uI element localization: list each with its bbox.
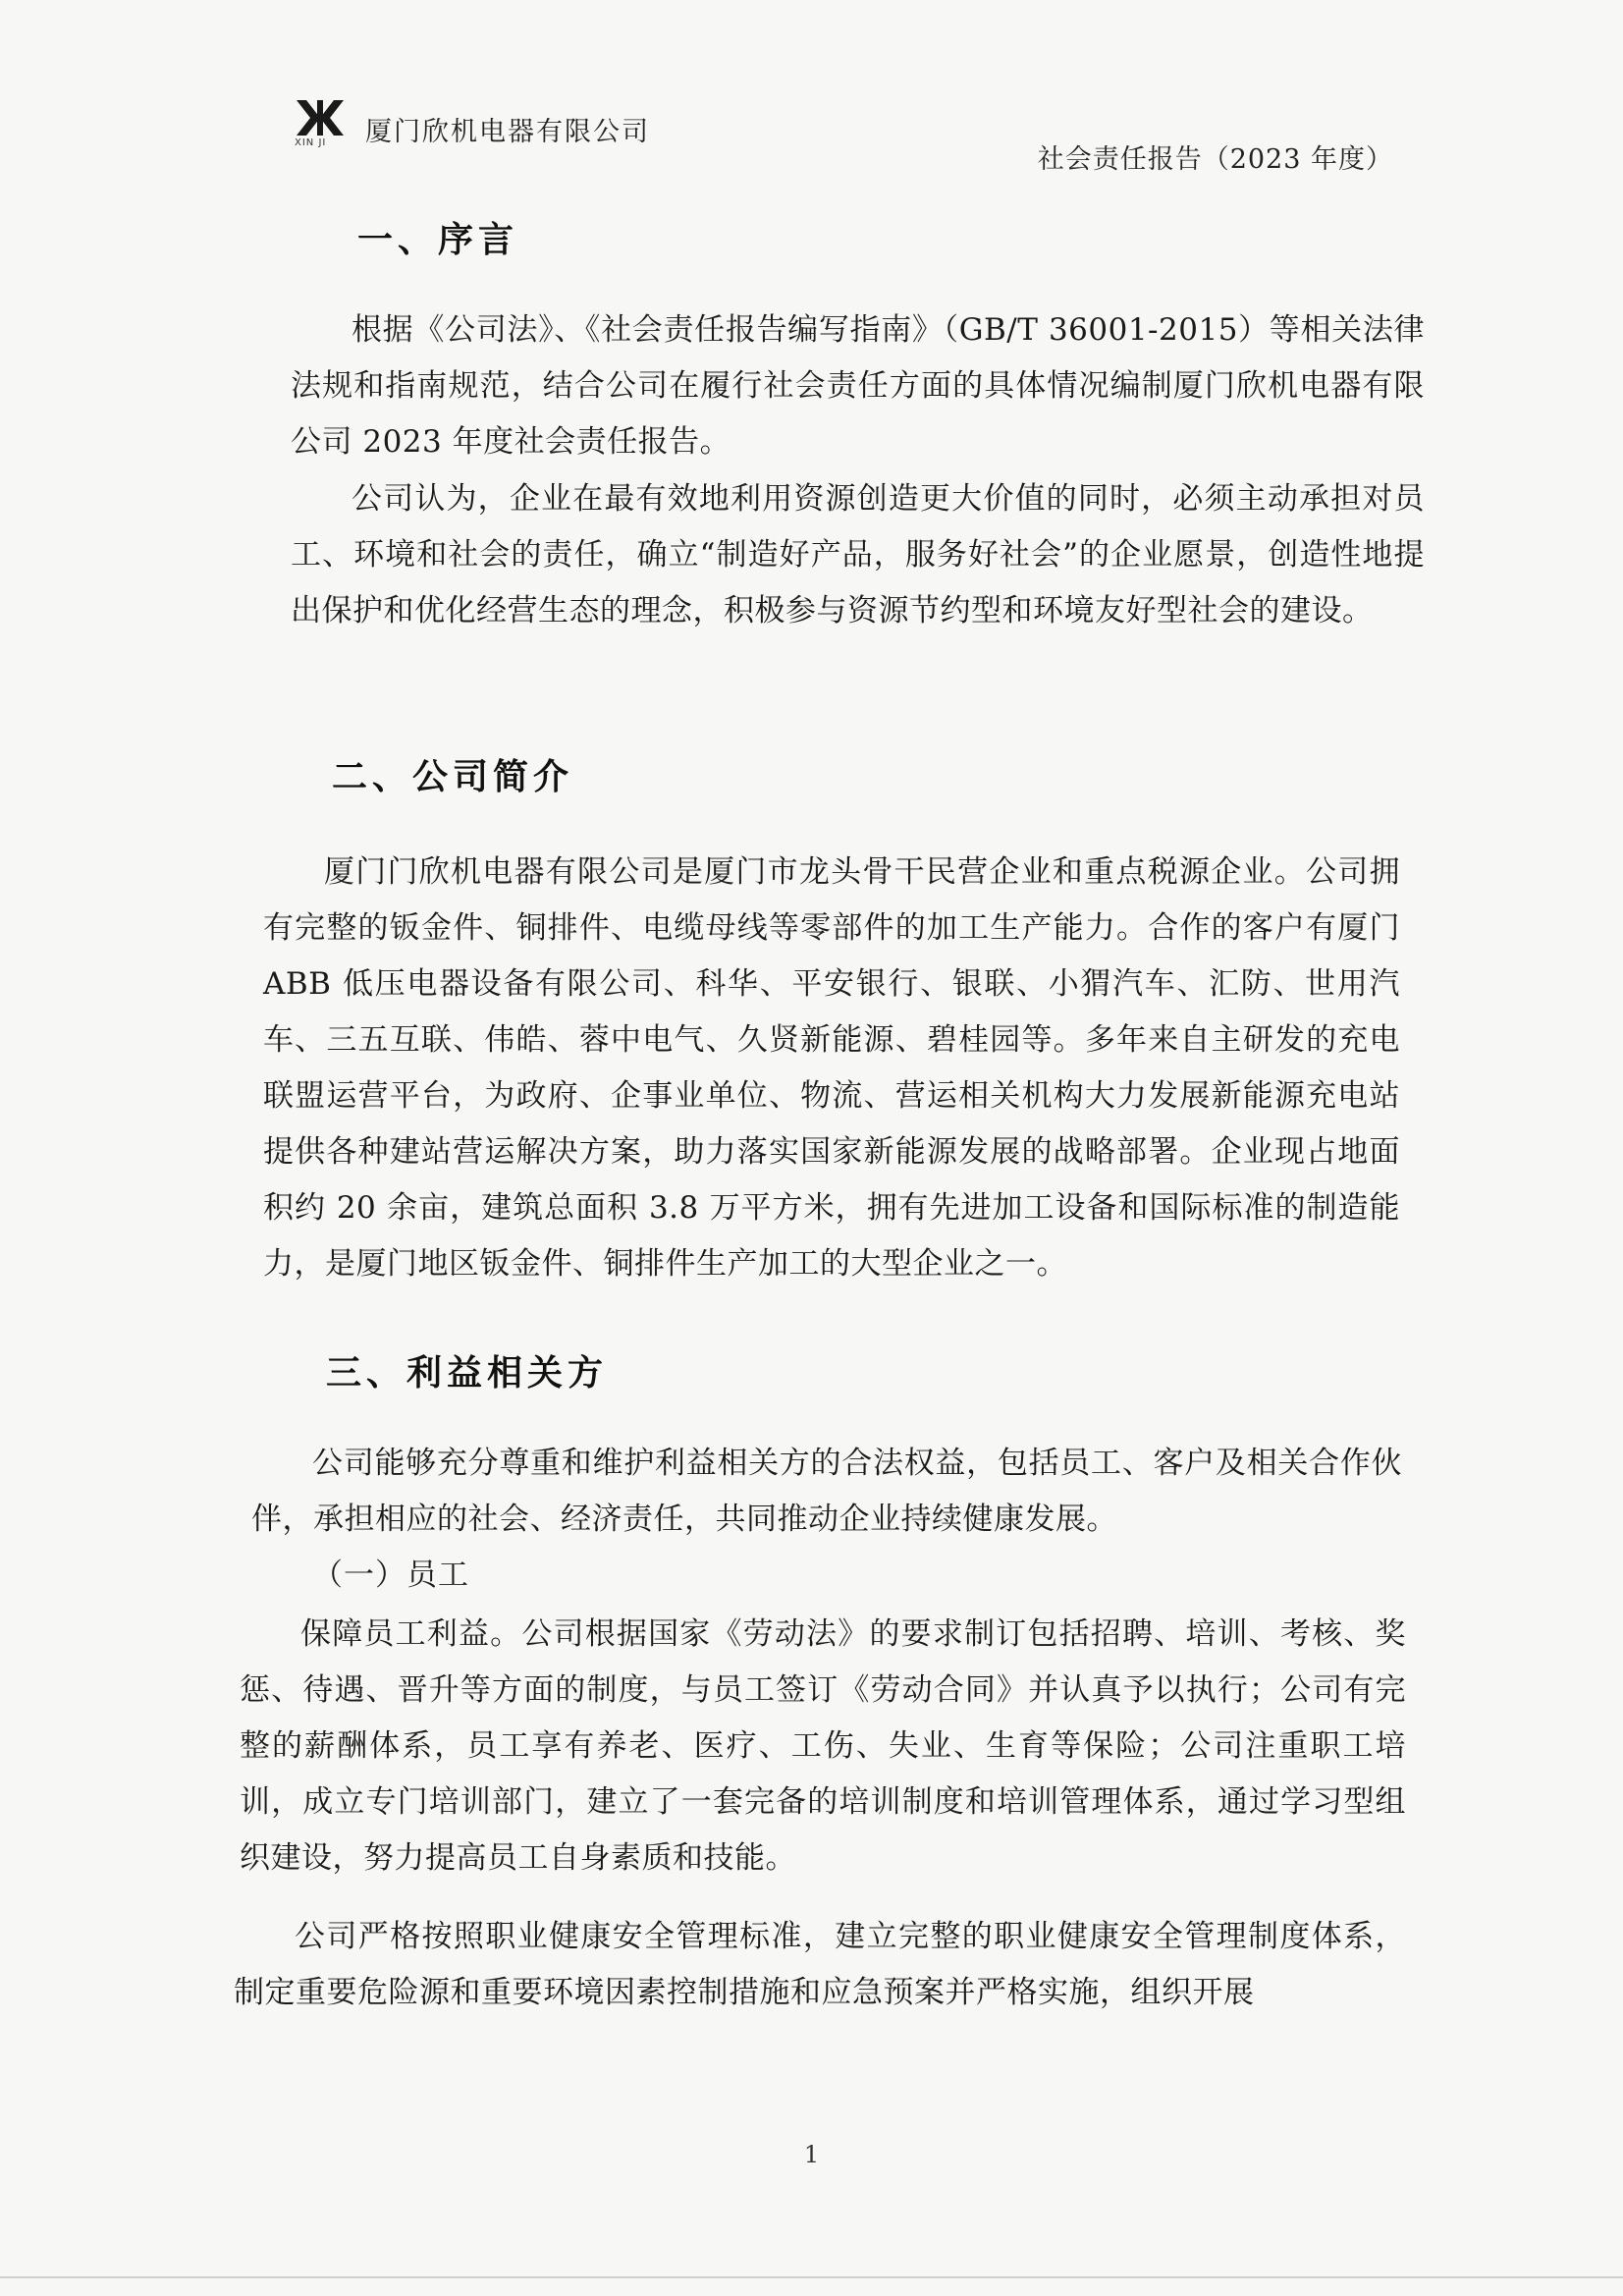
paragraph: 公司认为，企业在最有效地利用资源创造更大价值的同时，必须主动承担对员工、环境和社会的责任，确立“制造好产品，服务好社会”的企业愿景，创造性地提出保护和优化经营生态的理念，积极参与资源节约型和环境友好型社会的建设。: [291, 481, 1425, 629]
scan-edge: [0, 2276, 1623, 2278]
report-title: 社会责任报告（2023 年度）: [1037, 144, 1393, 175]
paragraph: 公司能够充分尊重和维护利益相关方的合法权益，包括员工、客户及相关合作伙伴，承担相应的社会、经济责任，共同推动企业持续健康发展。: [251, 1446, 1402, 1537]
page-number: 1: [803, 2141, 820, 2168]
section-heading-company-profile: 二、公司简介: [332, 757, 574, 797]
paragraph: 公司严格按照职业健康安全管理标准，建立完整的职业健康安全管理制度体系，制定重要危险源和重要环境因素控制措施和应急预案并严格实施，组织开展: [234, 1919, 1406, 2010]
paragraph: 根据《公司法》、《社会责任报告编写指南》（GB/T 36001-2015）等相关法律法规和指南规范，结合公司在履行社会责任方面的具体情况编制厦门欣机电器有限公司 2023 年度社会责任报告。: [291, 312, 1425, 460]
subsection-heading-employees: （一）员工: [312, 1558, 469, 1593]
paragraph: 厦门门欣机电器有限公司是厦门市龙头骨干民营企业和重点税源企业。公司拥有完整的钣金件、铜排件、电缆母线等零部件的加工生产能力。合作的客户有厦门 ABB 低压电器设备有限公司、科华、平安银行、银联、小猬汽车、汇防、世用汽车、三五互联、伟皓、蓉中电气、久贤新能源、碧桂园等。多年来自主研发的充电联盟运营平台，为政府、企事业单位、物流、营运相关机构大力发展新能源充电站提供各种建站营运解决方案，助力落实国家新能源发展的战略部署。企业现占地面积约 20 余亩，建筑总面积 3.8 万平方米，拥有先进加工设备和国际标准的制造能力，是厦门地区钣金件、铜排件生产加工的大型企业之一。: [263, 854, 1400, 1282]
section-heading-preface: 一、序言: [357, 220, 519, 260]
logo-text: XIN JI: [295, 137, 327, 148]
paragraph: 保障员工利益。公司根据国家《劳动法》的要求制订包括招聘、培训、考核、奖惩、待遇、晋升等方面的制度，与员工签订《劳动合同》并认真予以执行；公司有完整的薪酬体系，员工享有养老、医疗、工伤、失业、生育等保险；公司注重职工培训，成立专门培训部门，建立了一套完备的培训制度和培训管理体系，通过学习型组织建设，努力提高员工自身素质和技能。: [240, 1616, 1406, 1876]
section-heading-stakeholders: 三、利益相关方: [326, 1353, 609, 1394]
company-name: 厦门欣机电器有限公司: [365, 117, 650, 147]
